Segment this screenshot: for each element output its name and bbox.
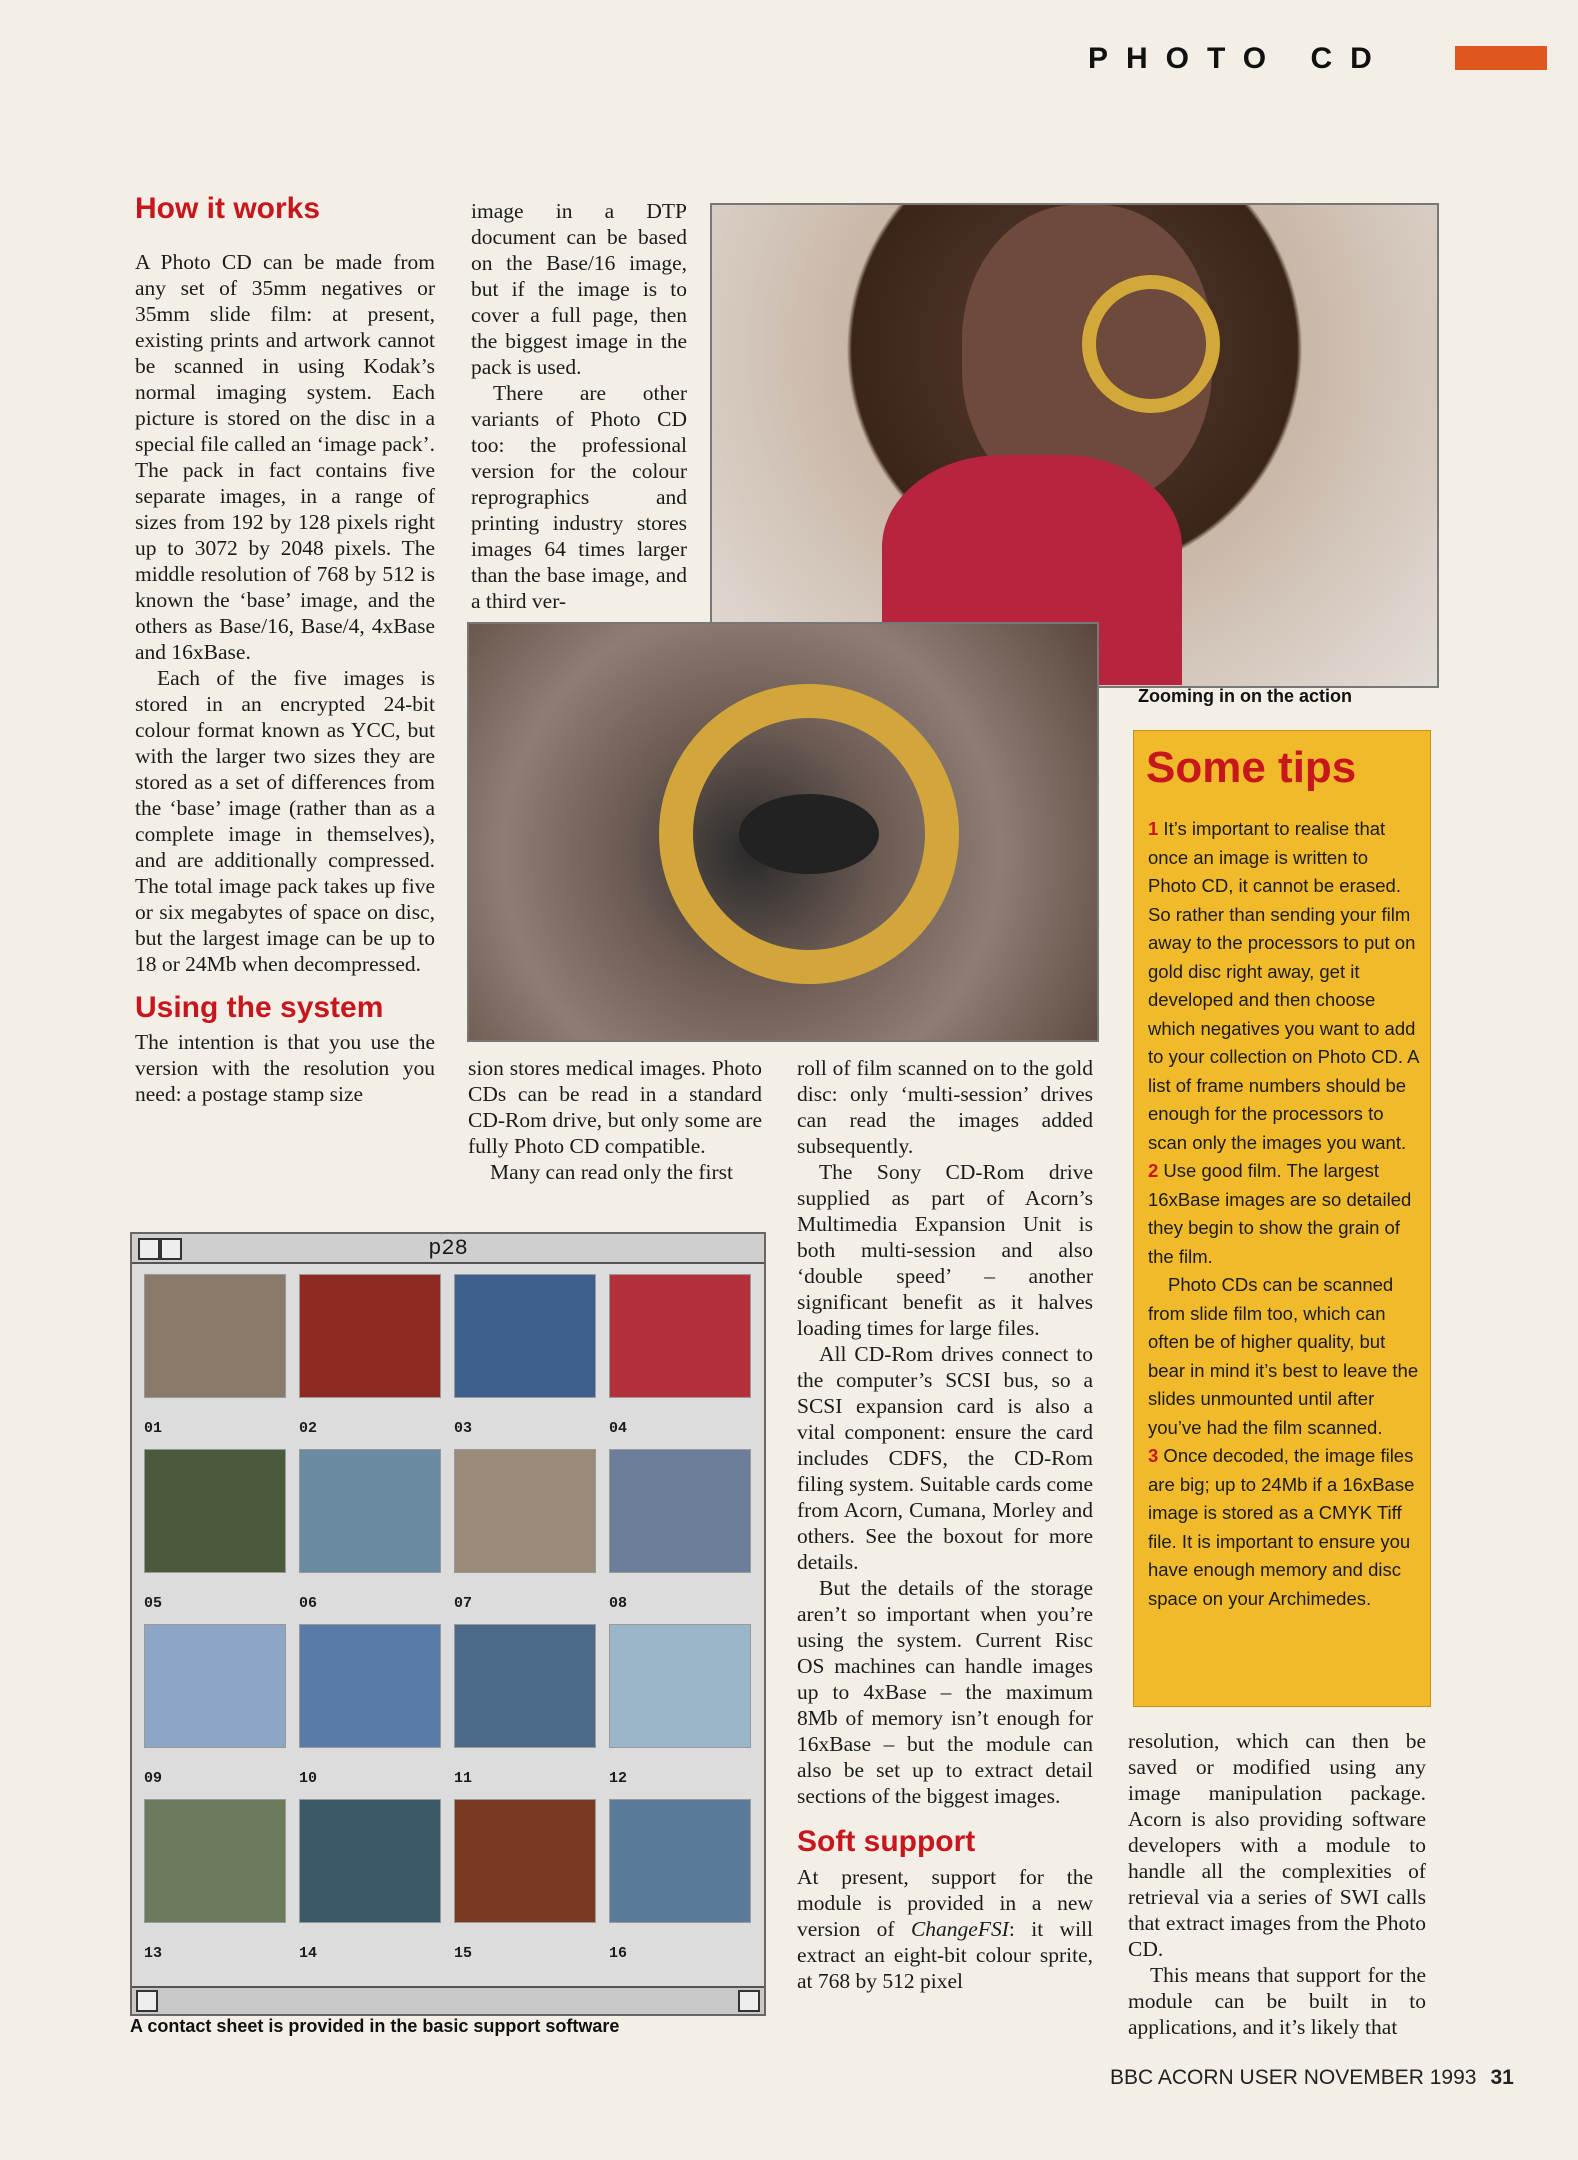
- footer-magazine: BBC ACORN USER NOVEMBER 1993: [1110, 2066, 1477, 2089]
- thumbnail-number: 11: [454, 1770, 473, 1787]
- thumbnail-image[interactable]: [454, 1274, 596, 1398]
- column-4: [1128, 1728, 1426, 2040]
- thumbnail-image[interactable]: [144, 1274, 286, 1398]
- thumbnail-cell[interactable]: [448, 1445, 603, 1620]
- thumbnail-number: 09: [144, 1770, 163, 1787]
- thumbnail-cell[interactable]: [603, 1270, 758, 1445]
- thumbnail-image[interactable]: [299, 1799, 441, 1923]
- thumbnail-cell[interactable]: [603, 1445, 758, 1620]
- paragraph: Each of the five images is stored in an encrypted 24-bit colour format known as YCC, but with the larger two sizes they are stored as a set of differences from the ‘base’ image (rather than as a complete image in themselves), and are additionally compressed. The total image pack takes up five or six megabytes of space on disc, but the largest image can be up to 18 or 24Mb when decompressed.: [135, 665, 435, 976]
- paragraph: roll of film scanned on to the gold disc: only ‘multi-session’ drives can read the images added subsequently.: [797, 1056, 1093, 1158]
- thumbnail-cell[interactable]: [293, 1270, 448, 1445]
- running-header: PHOTO CD: [1088, 42, 1390, 75]
- thumbnail-number: 10: [299, 1770, 318, 1787]
- thumbnail-image[interactable]: [454, 1449, 596, 1573]
- contact-sheet-window: [130, 1232, 766, 2016]
- thumbnail-number: 12: [609, 1770, 628, 1787]
- tips-body: [1148, 815, 1420, 1613]
- thumbnail-image[interactable]: [299, 1274, 441, 1398]
- tip-number: 2: [1148, 1160, 1159, 1181]
- thumbnail-cell[interactable]: [448, 1795, 603, 1970]
- tip-number: 3: [1148, 1445, 1159, 1466]
- thumbnail-image[interactable]: [609, 1449, 751, 1573]
- paragraph: There are other variants of Photo CD too: the professional version for the colour reprographics and printing industry stores images 64 times larger than the base image, and a third ver-: [471, 381, 687, 613]
- page-number: 31: [1490, 2066, 1514, 2089]
- thumbnail-cell[interactable]: [293, 1620, 448, 1795]
- thumbnail-image[interactable]: [299, 1624, 441, 1748]
- heading-using-the-system: Using the system: [135, 990, 384, 1024]
- paragraph: sion stores medical images. Photo CDs can be read in a standard CD-Rom drive, but only some are fully Photo CD compatible.: [468, 1056, 762, 1158]
- thumbnail-cell[interactable]: [448, 1620, 603, 1795]
- column-1: [135, 192, 435, 1107]
- thumbnail-number: 05: [144, 1595, 163, 1612]
- thumbnail-number: 01: [144, 1420, 163, 1437]
- thumbnail-grid: [138, 1270, 758, 1970]
- thumbnail-number: 15: [454, 1945, 473, 1962]
- photo-child-with-face-paint: [710, 203, 1439, 688]
- thumbnail-cell[interactable]: [448, 1270, 603, 1445]
- thumbnail-cell[interactable]: [138, 1620, 293, 1795]
- thumbnail-cell[interactable]: [603, 1620, 758, 1795]
- thumbnail-image[interactable]: [299, 1449, 441, 1573]
- thumbnail-number: 04: [609, 1420, 628, 1437]
- photo-zoom-eye: [739, 794, 879, 874]
- column-2-bottom: [468, 1055, 762, 1185]
- thumbnail-number: 07: [454, 1595, 473, 1612]
- thumbnail-number: 02: [299, 1420, 318, 1437]
- tip-text: Photo CDs can be scanned from slide film too, which can often be of higher quality, but bear in mind it’s best to leave the slides unmounted until after you’ve had the film scanned.: [1148, 1274, 1419, 1438]
- paragraph: All CD-Rom drives connect to the computer’s SCSI bus, so a SCSI expansion card is also a vital component: ensure the card includes CDFS, the CD-Rom filing system. Suitable cards come from Acorn, Cumana, Morley and others. See the boxout for more details.: [797, 1342, 1093, 1574]
- thumbnail-cell[interactable]: [293, 1445, 448, 1620]
- thumbnail-number: 16: [609, 1945, 628, 1962]
- thumbnail-cell[interactable]: [138, 1795, 293, 1970]
- tip-text: Use good film. The largest 16xBase images are so detailed they begin to show the grain of the film.: [1148, 1160, 1412, 1267]
- paragraph: The intention is that you use the version with the resolution you need: a postage stamp size: [135, 1030, 435, 1106]
- paragraph: image in a DTP document can be based on the Base/16 image, but if the image is to cover a full page, then the biggest image in the pack is used.: [471, 199, 687, 379]
- paragraph: But the details of the storage aren’t so important when you’re using the system. Current Risc OS machines can handle images up to 4xBase – the maximum 8Mb of memory isn’t enough for 16xBase – but the module can also be set up to extract detail sections of the biggest images.: [797, 1576, 1093, 1808]
- thumbnail-image[interactable]: [609, 1274, 751, 1398]
- tips-boxout: [1133, 730, 1431, 1707]
- tip-number: 1: [1148, 818, 1159, 839]
- thumbnail-cell[interactable]: [138, 1270, 293, 1445]
- horizontal-scrollbar[interactable]: [132, 1986, 764, 2014]
- tip-text: Once decoded, the image files are big; up to 24Mb if a 16xBase image is stored as a CMYK Tiff file. It is important to ensure you have enough memory and disc space on your Archimedes.: [1148, 1445, 1415, 1609]
- thumbnail-image[interactable]: [144, 1449, 286, 1573]
- page-footer: [1110, 2066, 1514, 2090]
- thumbnail-cell[interactable]: [138, 1445, 293, 1620]
- thumbnail-number: 03: [454, 1420, 473, 1437]
- thumbnail-image[interactable]: [144, 1624, 286, 1748]
- column-3: [797, 1055, 1093, 1994]
- thumbnail-image[interactable]: [144, 1799, 286, 1923]
- caption-contact-sheet: A contact sheet is provided in the basic support software: [130, 2016, 620, 2036]
- paragraph: resolution, which can then be saved or modified using any image manipulation package. Acorn is also providing software developers with a module to handle all the complexities of retrieval via a series of SWI calls that extract images from the Photo CD.: [1128, 1729, 1426, 1961]
- thumbnail-cell[interactable]: [293, 1795, 448, 1970]
- paragraph: Many can read only the first: [490, 1160, 733, 1184]
- photo-zoomed-eye: [467, 622, 1099, 1042]
- paragraph: This means that support for the module can be built in to applications, and it’s likely that: [1128, 1963, 1426, 2039]
- scroll-left-icon[interactable]: [136, 1990, 158, 2012]
- thumbnail-image[interactable]: [454, 1799, 596, 1923]
- thumbnail-image[interactable]: [609, 1624, 751, 1748]
- window-titlebar[interactable]: [132, 1234, 764, 1264]
- thumbnail-number: 14: [299, 1945, 318, 1962]
- photo-yellow-ring: [1082, 275, 1220, 413]
- paragraph: A Photo CD can be made from any set of 35mm negatives or 35mm slide film: at present, existing prints and artwork cannot be scanned in using Kodak’s normal imaging system. Each picture is stored on the disc in a special file called an ‘image pack’. The pack in fact contains five separate images, in a range of sizes from 192 by 128 pixels right up to 3072 by 2048 pixels. The middle resolution of 768 by 512 is known the ‘base’ image, and the others as Base/16, Base/4, 4xBase and 16xBase.: [135, 249, 435, 664]
- tip-text: It’s important to realise that once an image is written to Photo CD, it cannot be erased. So rather than sending your film away to the processors to put on gold disc right away, get it developed and then choose which negatives you want to add to your collection on Photo CD. A list of frame numbers should be enough for the processors to scan only the images you want.: [1148, 818, 1419, 1153]
- thumbnail-cell[interactable]: [603, 1795, 758, 1970]
- thumbnail-number: 13: [144, 1945, 163, 1962]
- paragraph: The Sony CD-Rom drive supplied as part of Acorn’s Multimedia Expansion Unit is both multi-session and also ‘double speed’ – another significant benefit as it halves loading times for large files.: [797, 1160, 1093, 1340]
- header-accent-bar: [1455, 46, 1547, 70]
- heading-soft-support: Soft support: [797, 1825, 976, 1858]
- caption-zoom: Zooming in on the action: [1138, 686, 1352, 706]
- column-2-top: [471, 198, 687, 614]
- resize-icon[interactable]: [738, 1990, 760, 2012]
- thumbnail-image[interactable]: [454, 1624, 596, 1748]
- thumbnail-number: 06: [299, 1595, 318, 1612]
- heading-how-it-works: How it works: [135, 192, 321, 225]
- thumbnail-number: 08: [609, 1595, 628, 1612]
- window-title: p28: [428, 1236, 468, 1261]
- paragraph: At present, support for the module is provided in a new version of ChangeFSI: it will extract an eight-bit colour sprite, at 768 by 512 pixel: [797, 1864, 1093, 1993]
- tips-title: Some tips: [1146, 743, 1357, 792]
- thumbnail-image[interactable]: [609, 1799, 751, 1923]
